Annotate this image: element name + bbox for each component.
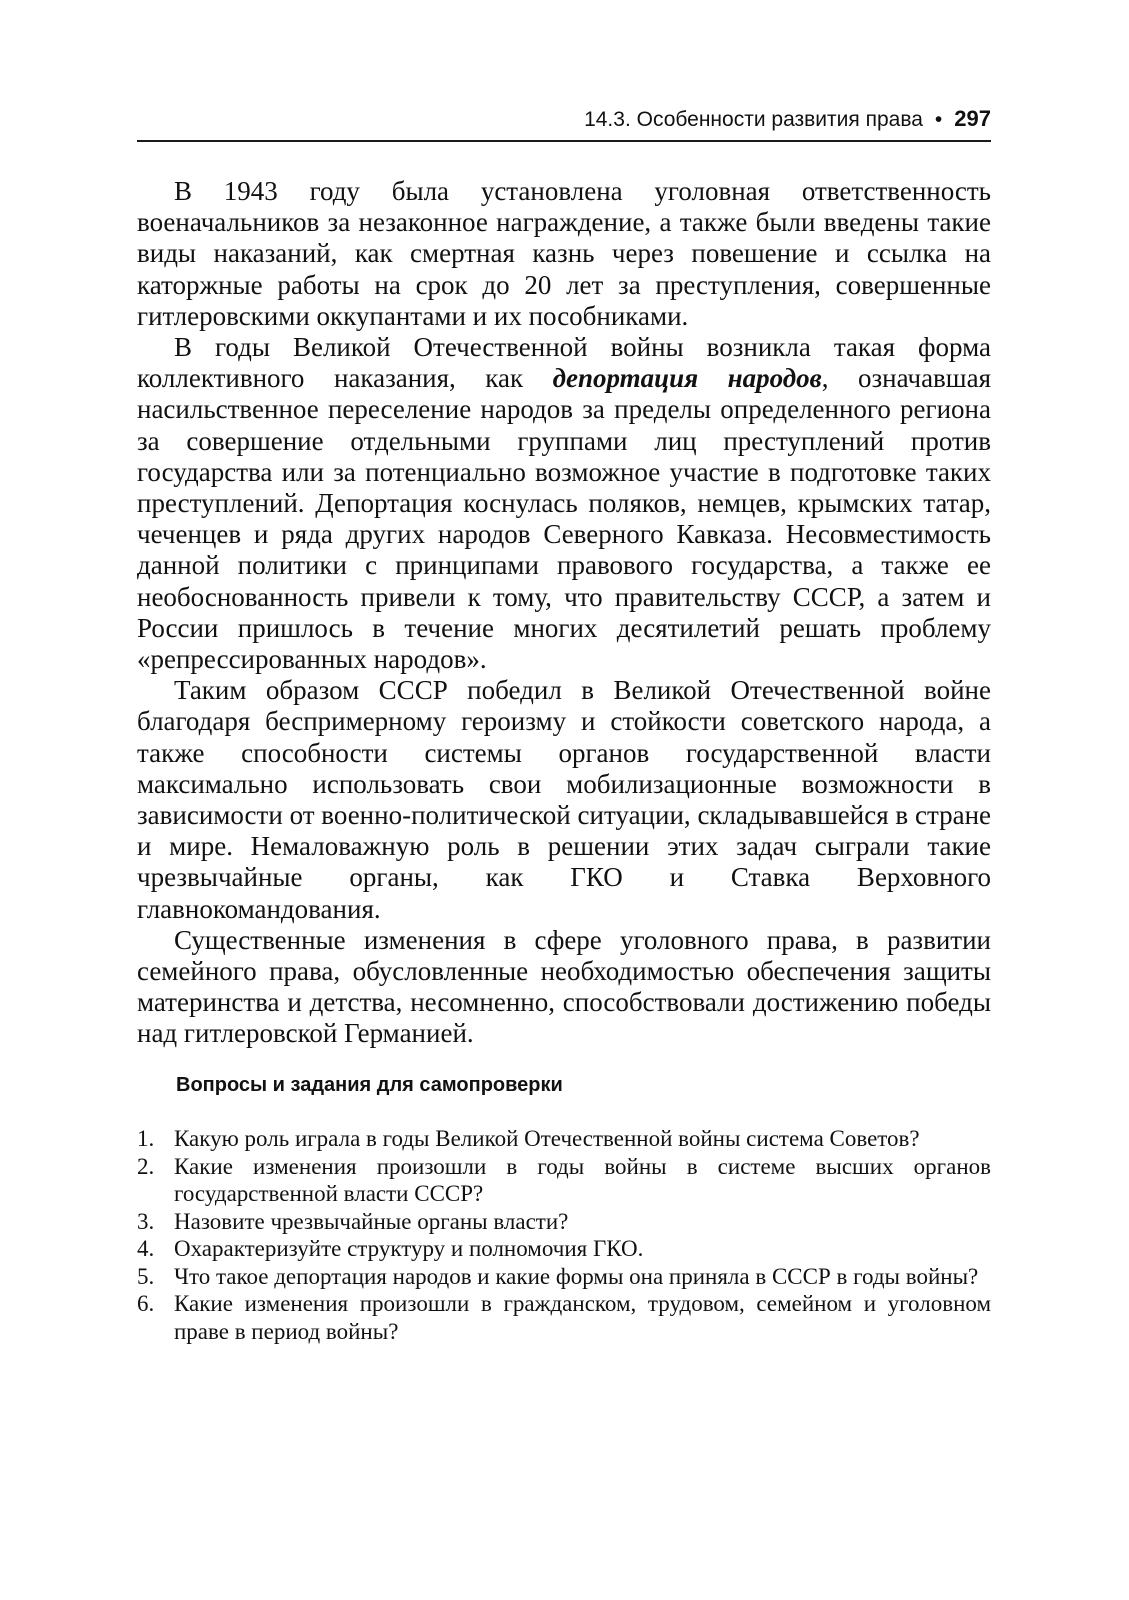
question-text: Назовите чрезвычайные органы власти? [174,1208,569,1234]
question-number: 3. [137,1208,155,1234]
body-text [137,176,991,1050]
question-number: 2. [137,1153,155,1179]
question-item [137,1208,991,1236]
question-item [137,1263,991,1291]
question-item [137,1290,991,1345]
question-item [137,1125,991,1153]
section-title: 14.3. Особенности развития права [584,108,923,131]
questions-list [137,1125,991,1345]
question-text: Какую роль играла в годы Великой Отечественной войны система Советов? [174,1126,920,1151]
question-item [137,1235,991,1263]
paragraph-1: В 1943 году была установлена уголовная ответственность военачальников за незаконное награждение, а также были введены такие виды наказаний, как смертная казнь через повешение и ссылка на каторжные работы на срок до 20 лет за преступления, совершенные гитлеровскими оккупантами и их пособниками. [137,176,991,331]
header-separator: • [934,108,943,131]
questions-heading: Вопросы и задания для самопроверки [176,1074,563,1096]
emphasis-term: депортация народов [552,363,822,394]
question-text: Охарактеризуйте структуру и полномочия ГКО. [174,1236,644,1261]
question-number: 6. [137,1291,155,1316]
paragraph-4: Существенные изменения в сфере уголовного права, в развитии семейного права, обусловленные необходимостью обеспечения защиты материнства и детства, несомненно, способствовали достижению победы над гитлеровской Германией. [137,924,991,1049]
question-number: 4. [137,1236,155,1261]
paragraph-2 [137,332,991,675]
paragraph-3: Таким образом СССР победил в Великой Отечественной войне благодаря беспримерному героизму и стойкости советского народа, а также способности системы органов государственной власти максимально использовать свои мобилизационные возможности в зависимости от военно-политической ситуации, складывавшейся в стране и мире. Немаловажную роль в решении этих задач сыграли такие чрезвычайные органы, как ГКО и Ставка Верховного главнокомандования. [137,675,991,924]
question-text: Что такое депортация народов и какие формы она приняла в СССР в годы войны? [174,1263,979,1289]
question-item [137,1153,991,1208]
question-text: Какие изменения произошли в годы войны в системе высших органов государственной власти СССР? [174,1153,991,1206]
paragraph-2-text-after: , означавшая насильственное переселение народов за пределы определенного региона за совершение отдельными группами лиц преступлений против государства или за потенциально возможное участие в подготовке таких преступлений. Депортация коснулась поляков, немцев, крымских татар, чеченцев и ряда других народов Северного Кавказа. Несовместимость данной политики с принципами правового государства, а также ее необоснованность привели к тому, что правительству СССР, а затем и России пришлось в течение многих десятилетий решать проблему «репрессированных народов». [137,363,992,675]
paragraph-2-text-before: В годы Великой Отечественной войны возникла такая форма коллективного наказания, как [137,332,991,394]
question-number: 5. [137,1263,155,1289]
running-header [137,104,991,142]
question-text: Какие изменения произошли в гражданском, трудовом, семейном и уголовном праве в период войны? [174,1291,991,1344]
question-number: 1. [137,1126,155,1151]
page-number: 297 [954,106,991,131]
